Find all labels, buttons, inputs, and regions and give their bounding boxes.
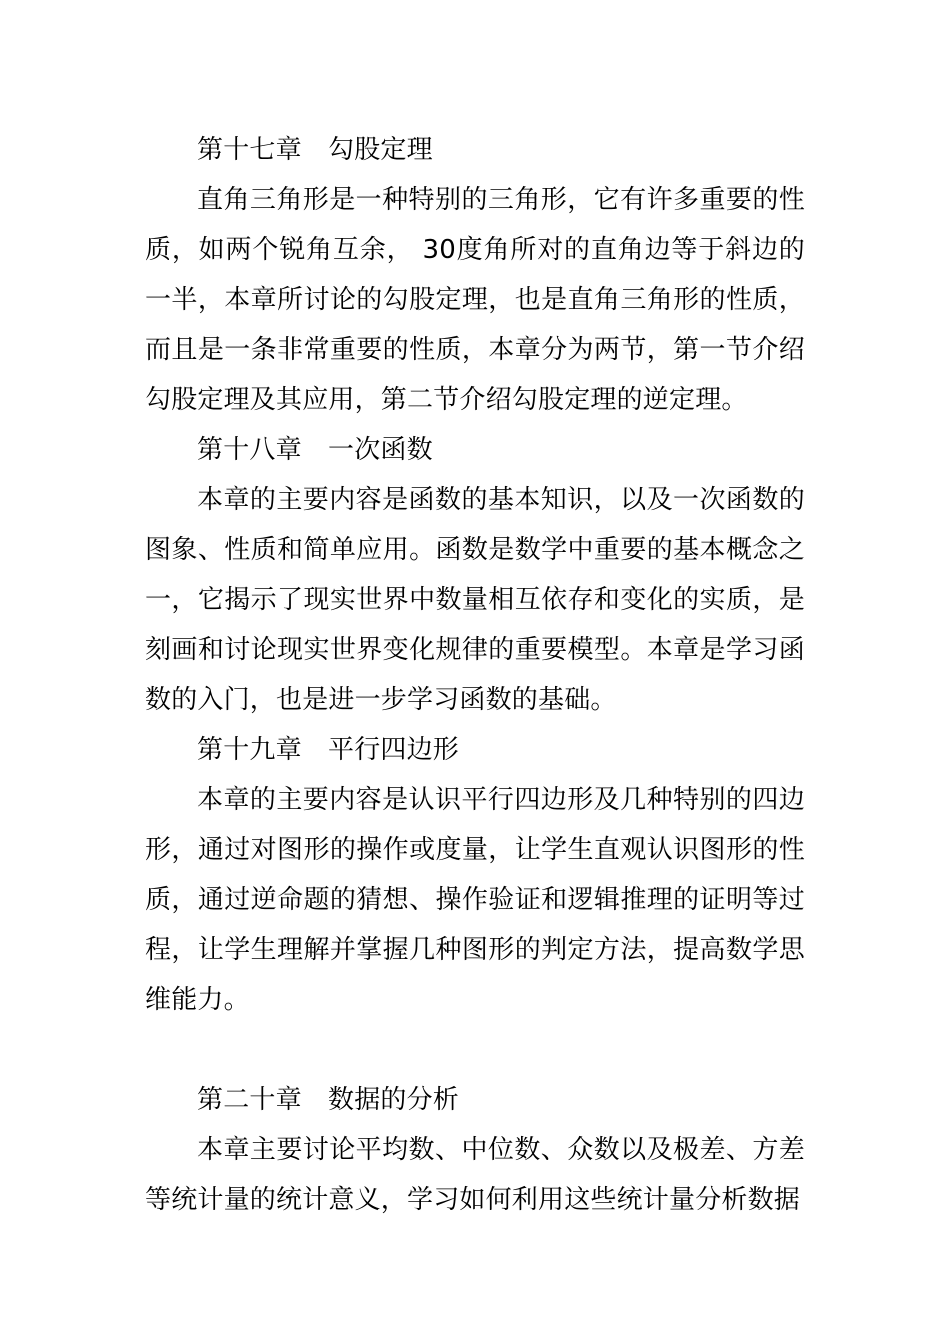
chapter-17-body: 直角三角形是一种特别的三角形，它有许多重要的性质，如两个锐角互余， 30度角所对的直角边等于斜边的一半，本章所讨论的勾股定理，也是直角三角形的性质，而且是一条非常重要的性质，本章分为两节，第一节介绍勾股定理及其应用，第二节介绍勾股定理的逆定理。 xyxy=(145,185,805,415)
chapter-17-heading: 第十七章 勾股定理 xyxy=(197,135,433,165)
chapter-18-body: 本章的主要内容是函数的基本知识，以及一次函数的图象、性质和简单应用。函数是数学中重要的基本概念之一，它揭示了现实世界中数量相互依存和变化的实质，是刻画和讨论现实世界变化规律的重要模型。本章是学习函数的入门，也是进一步学习函数的基础。 xyxy=(145,485,805,715)
chapter-20-body: 本章主要讨论平均数、中位数、众数以及极差、方差等统计量的统计意义，学习如何利用这些统计量分析数据 xyxy=(145,1135,805,1215)
chapter-19-body: 本章的主要内容是认识平行四边形及几种特别的四边形，通过对图形的操作或度量，让学生直观认识图形的性质，通过逆命题的猜想、操作验证和逻辑推理的证明等过程，让学生理解并掌握几种图形的判定方法，提高数学思维能力。 xyxy=(145,785,805,1015)
chapter-18-heading: 第十八章 一次函数 xyxy=(197,435,433,465)
document-page xyxy=(145,125,805,1225)
chapter-19-heading: 第十九章 平行四边形 xyxy=(197,735,460,765)
chapter-20-heading: 第二十章 数据的分析 xyxy=(197,1085,460,1115)
section-spacer xyxy=(145,1025,805,1075)
